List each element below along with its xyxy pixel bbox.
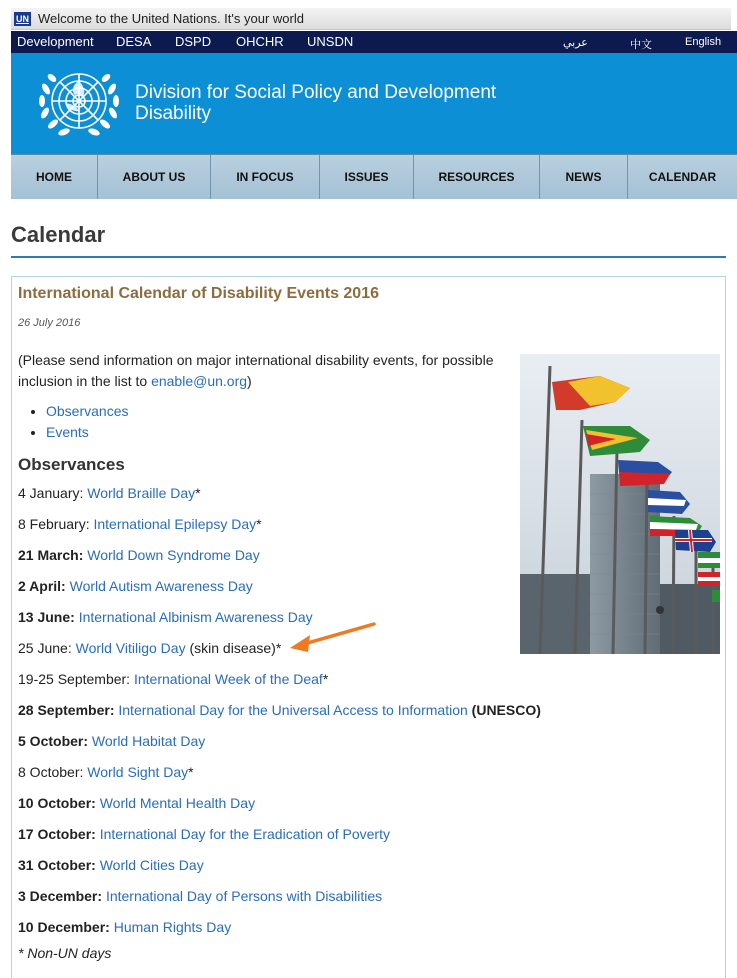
observance-row — [18, 887, 708, 918]
division-title-line1: Division for Social Policy and Development — [135, 82, 497, 103]
lang-english[interactable]: English — [685, 36, 722, 48]
observance-date: 21 March: — [18, 547, 84, 563]
observance-note: (skin disease)* — [185, 640, 282, 656]
observance-date: 10 December: — [18, 919, 110, 935]
nav-desa[interactable]: DESA — [116, 34, 152, 49]
nav-development[interactable]: Development — [17, 34, 94, 49]
nav-dspd[interactable]: DSPD — [175, 34, 212, 49]
observance-link[interactable]: World Braille Day — [87, 485, 196, 501]
observance-row — [18, 825, 708, 856]
menu-in-focus[interactable]: IN FOCUS — [211, 155, 320, 199]
observance-date: 5 October: — [18, 733, 89, 749]
observance-note: * — [195, 485, 201, 501]
observance-link[interactable]: World Autism Awareness Day — [69, 578, 253, 594]
observance-link[interactable]: International Day for the Eradication of Poverty — [99, 826, 390, 842]
article-title: International Calendar of Disability Events 2016 — [18, 285, 379, 302]
un-emblem-icon[interactable] — [32, 61, 126, 147]
observances-heading: Observances — [18, 455, 125, 474]
observance-link[interactable]: International Albinism Awareness Day — [78, 609, 313, 625]
observance-link[interactable]: Human Rights Day — [113, 919, 232, 935]
observance-date: 31 October: — [18, 857, 96, 873]
observance-row — [18, 670, 708, 701]
observance-row — [18, 701, 708, 732]
observance-row — [18, 515, 708, 546]
observance-link[interactable]: International Epilepsy Day — [93, 516, 257, 532]
observance-date: 28 September: — [18, 702, 115, 718]
menu-calendar[interactable]: CALENDAR — [648, 170, 717, 184]
observance-row — [18, 856, 708, 887]
lang-arabic[interactable]: عربي — [563, 37, 588, 49]
main-menu — [11, 154, 737, 199]
un-logo-icon[interactable]: UN — [16, 13, 29, 24]
observance-date: 8 February: — [18, 516, 90, 532]
observance-note: * — [256, 516, 262, 532]
observance-date: 10 October: — [18, 795, 96, 811]
observance-link[interactable]: International Week of the Deaf — [133, 671, 323, 687]
observance-date: 4 January: — [18, 485, 84, 501]
nav-ohchr[interactable]: OHCHR — [236, 34, 284, 49]
observance-row — [18, 546, 708, 577]
observance-row — [18, 484, 708, 515]
toc-events-link[interactable]: Events — [46, 424, 89, 440]
menu-about-us[interactable]: ABOUT US — [98, 155, 211, 199]
menu-news[interactable]: NEWS — [540, 155, 628, 199]
division-banner — [11, 53, 737, 154]
observance-link[interactable]: World Down Syndrome Day — [87, 547, 260, 563]
observance-note: * — [322, 671, 329, 687]
observance-row — [18, 918, 708, 949]
observance-link[interactable]: World Cities Day — [99, 857, 204, 873]
observance-date: 13 June: — [18, 609, 75, 625]
observance-row — [18, 732, 708, 763]
observance-date: 2 April: — [18, 578, 66, 594]
observance-date: 8 October: — [18, 764, 84, 780]
toc-item — [46, 422, 128, 443]
observance-row — [18, 577, 708, 608]
intro-paragraph — [18, 350, 518, 392]
observance-date: 3 December: — [18, 888, 103, 904]
observance-note: * — [188, 764, 194, 780]
observances-list — [18, 484, 708, 949]
observance-link[interactable]: World Habitat Day — [91, 733, 206, 749]
observance-row — [18, 794, 708, 825]
nav-unsdn[interactable]: UNSDN — [307, 34, 354, 49]
division-title — [135, 82, 496, 124]
intro-end: ) — [247, 373, 252, 389]
toc-item — [46, 401, 128, 422]
email-link[interactable]: enable@un.org — [151, 373, 248, 389]
menu-home[interactable]: HOME — [11, 155, 98, 199]
observance-date: 25 June: — [18, 640, 72, 656]
observance-link[interactable]: International Day for the Universal Access to Information — [118, 702, 468, 718]
intro-text: (Please send information on major international disability events, for possible inclusion in the list to — [18, 352, 494, 389]
observance-row — [18, 763, 708, 794]
observance-link[interactable]: World Vitiligo Day — [75, 640, 186, 656]
page-title: Calendar — [11, 222, 726, 258]
toc-observances-link[interactable]: Observances — [46, 403, 129, 419]
observance-link[interactable]: World Sight Day — [87, 764, 189, 780]
footnote: * Non-UN days — [18, 945, 112, 961]
observance-date: 19-25 September: — [18, 671, 131, 687]
observance-link[interactable]: World Mental Health Day — [99, 795, 256, 811]
menu-issues[interactable]: ISSUES — [320, 155, 414, 199]
un-welcome-bar — [11, 8, 731, 30]
welcome-text[interactable]: Welcome to the United Nations. It's your world — [38, 11, 304, 26]
division-title-line2: Disability — [135, 103, 212, 124]
observance-note: (UNESCO) — [467, 702, 541, 718]
table-of-contents — [28, 401, 128, 443]
lang-chinese[interactable]: 中文 — [630, 39, 652, 51]
menu-resources[interactable]: RESOURCES — [414, 155, 540, 199]
article-date: 26 July 2016 — [18, 317, 81, 329]
observance-link[interactable]: International Day of Persons with Disabilities — [105, 888, 383, 904]
annotation-arrow-icon — [286, 620, 380, 654]
top-nav — [11, 31, 737, 53]
observance-date: 17 October: — [18, 826, 96, 842]
